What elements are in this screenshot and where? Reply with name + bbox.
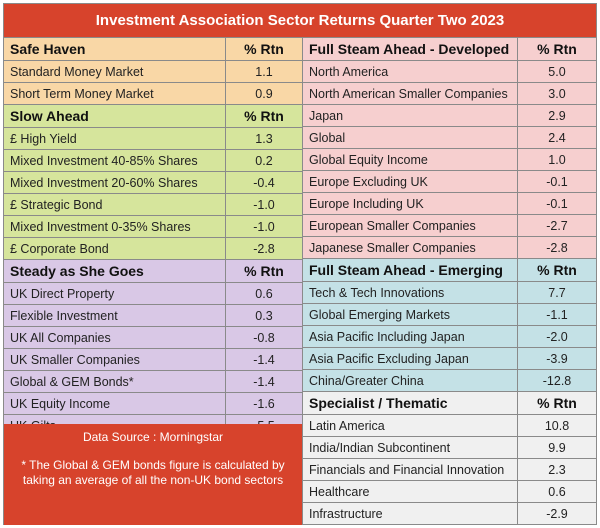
section-title: Safe Haven [4, 38, 226, 60]
table-row [303, 370, 596, 392]
sector-return: -2.0 [546, 329, 568, 344]
sector-name: North America [303, 61, 518, 82]
section-slow-ahead [4, 105, 302, 260]
return-column-label: % Rtn [244, 263, 284, 279]
sector-return: -0.1 [546, 174, 568, 189]
table-row [4, 61, 302, 83]
section-header [4, 105, 302, 128]
table-row [303, 282, 596, 304]
sector-name: Global Emerging Markets [303, 304, 518, 325]
sector-name: Infrastructure [303, 503, 518, 524]
sector-name: Financials and Financial Innovation [303, 459, 518, 480]
table-row [303, 348, 596, 370]
left-column [4, 38, 302, 459]
return-column-label: % Rtn [537, 262, 577, 278]
sector-return: 2.3 [548, 462, 566, 477]
sector-name: £ Corporate Bond [4, 238, 226, 259]
table-row [4, 216, 302, 238]
sector-return: -2.8 [253, 241, 275, 256]
return-column-label: % Rtn [244, 41, 284, 57]
table-row [4, 83, 302, 105]
sector-name: Japanese Smaller Companies [303, 237, 518, 258]
sector-name: UK Direct Property [4, 283, 226, 304]
sector-return: 9.9 [548, 440, 566, 455]
table-row [303, 503, 596, 525]
table-row [4, 172, 302, 194]
data-source: Data Source : Morningstar [82, 430, 224, 444]
sector-name: Global & GEM Bonds* [4, 371, 226, 392]
table-row [303, 437, 596, 459]
table-row [303, 237, 596, 259]
section-header [4, 260, 302, 283]
section-title: Full Steam Ahead - Emerging [303, 259, 518, 281]
sector-return: 10.8 [544, 418, 570, 433]
return-column-label: % Rtn [537, 395, 577, 411]
table-row [303, 304, 596, 326]
sector-return: 1.1 [255, 64, 273, 79]
sector-return: 0.9 [255, 86, 273, 101]
table-row [303, 83, 596, 105]
sector-returns-table [3, 3, 597, 525]
table-row [303, 105, 596, 127]
sector-return: 2.4 [548, 130, 566, 145]
sector-name: £ Strategic Bond [4, 194, 226, 215]
table-row [303, 127, 596, 149]
table-row [4, 283, 302, 305]
sector-name: China/Greater China [303, 370, 518, 391]
table-row [303, 459, 596, 481]
sector-return: 0.6 [255, 286, 273, 301]
sector-return: -2.8 [546, 240, 568, 255]
section-header [4, 38, 302, 61]
table-row [4, 305, 302, 327]
section-header [303, 392, 596, 415]
sector-return: 0.3 [255, 308, 273, 323]
section-safe-haven [4, 38, 302, 105]
table-row [4, 128, 302, 150]
sector-return: -1.0 [253, 219, 275, 234]
section-title: Full Steam Ahead - Developed [303, 38, 518, 60]
table-row [303, 171, 596, 193]
section-title: Slow Ahead [4, 105, 226, 127]
sector-name: European Smaller Companies [303, 215, 518, 236]
sector-name: Global [303, 127, 518, 148]
sector-return: -12.8 [542, 373, 572, 388]
sector-return: -1.4 [253, 374, 275, 389]
section-title: Steady as She Goes [4, 260, 226, 282]
sector-return: -2.7 [546, 218, 568, 233]
sector-return: -1.6 [253, 396, 275, 411]
sector-name: Mixed Investment 40-85% Shares [4, 150, 226, 171]
table-row [4, 150, 302, 172]
sector-return: -2.9 [546, 506, 568, 521]
sector-return: -1.4 [253, 352, 275, 367]
section-full-steam-emerging [303, 259, 596, 392]
sector-return: -3.9 [546, 351, 568, 366]
sector-return: 1.0 [548, 152, 566, 167]
sector-return: -0.1 [546, 196, 568, 211]
sector-name: Mixed Investment 0-35% Shares [4, 216, 226, 237]
return-column-label: % Rtn [244, 108, 284, 124]
return-column-label: % Rtn [537, 41, 577, 57]
sector-name: North American Smaller Companies [303, 83, 518, 104]
table-row [4, 194, 302, 216]
table-row [4, 371, 302, 393]
table-row [303, 481, 596, 503]
sector-return: -0.8 [253, 330, 275, 345]
table-row [303, 415, 596, 437]
sector-return: 3.0 [548, 86, 566, 101]
sector-name: Short Term Money Market [4, 83, 226, 104]
sector-name: Global Equity Income [303, 149, 518, 170]
source-note [4, 424, 302, 525]
table-row [303, 149, 596, 171]
sector-name: Asia Pacific Excluding Japan [303, 348, 518, 369]
sector-name: Japan [303, 105, 518, 126]
sector-return: 0.2 [255, 153, 273, 168]
table-row [4, 349, 302, 371]
sector-name: UK All Companies [4, 327, 226, 348]
sector-return: -1.1 [546, 307, 568, 322]
section-header [303, 259, 596, 282]
sector-name: India/Indian Subcontinent [303, 437, 518, 458]
sector-name: Flexible Investment [4, 305, 226, 326]
table-row [4, 238, 302, 260]
sector-name: Standard Money Market [4, 61, 226, 82]
table-row [303, 61, 596, 83]
table-row [303, 215, 596, 237]
sector-return: 0.6 [548, 484, 566, 499]
table-row [303, 193, 596, 215]
table-row [4, 327, 302, 349]
section-header [303, 38, 596, 61]
sector-name: Latin America [303, 415, 518, 436]
sector-name: UK Smaller Companies [4, 349, 226, 370]
section-specialist-thematic [303, 392, 596, 525]
sector-return: -1.0 [253, 197, 275, 212]
sector-name: Healthcare [303, 481, 518, 502]
section-full-steam-developed [303, 38, 596, 259]
sector-name: UK Equity Income [4, 393, 226, 414]
sector-return: 7.7 [548, 285, 566, 300]
right-column [303, 38, 596, 525]
sector-name: £ High Yield [4, 128, 226, 149]
table-row [4, 393, 302, 415]
sector-return: 1.3 [255, 131, 273, 146]
footnote: * The Global & GEM bonds figure is calculated by taking an average of all the non-UK bond sectors [21, 458, 285, 487]
section-title: Specialist / Thematic [303, 392, 518, 414]
sector-return: -0.4 [253, 175, 275, 190]
table-row [303, 326, 596, 348]
table-title: Investment Association Sector Returns Quarter Two 2023 [4, 4, 596, 38]
sector-name: Tech & Tech Innovations [303, 282, 518, 303]
sector-name: Asia Pacific Including Japan [303, 326, 518, 347]
sector-name: Mixed Investment 20-60% Shares [4, 172, 226, 193]
sector-name: Europe Including UK [303, 193, 518, 214]
sector-name: Europe Excluding UK [303, 171, 518, 192]
sector-return: 5.0 [548, 64, 566, 79]
sector-return: 2.9 [548, 108, 566, 123]
